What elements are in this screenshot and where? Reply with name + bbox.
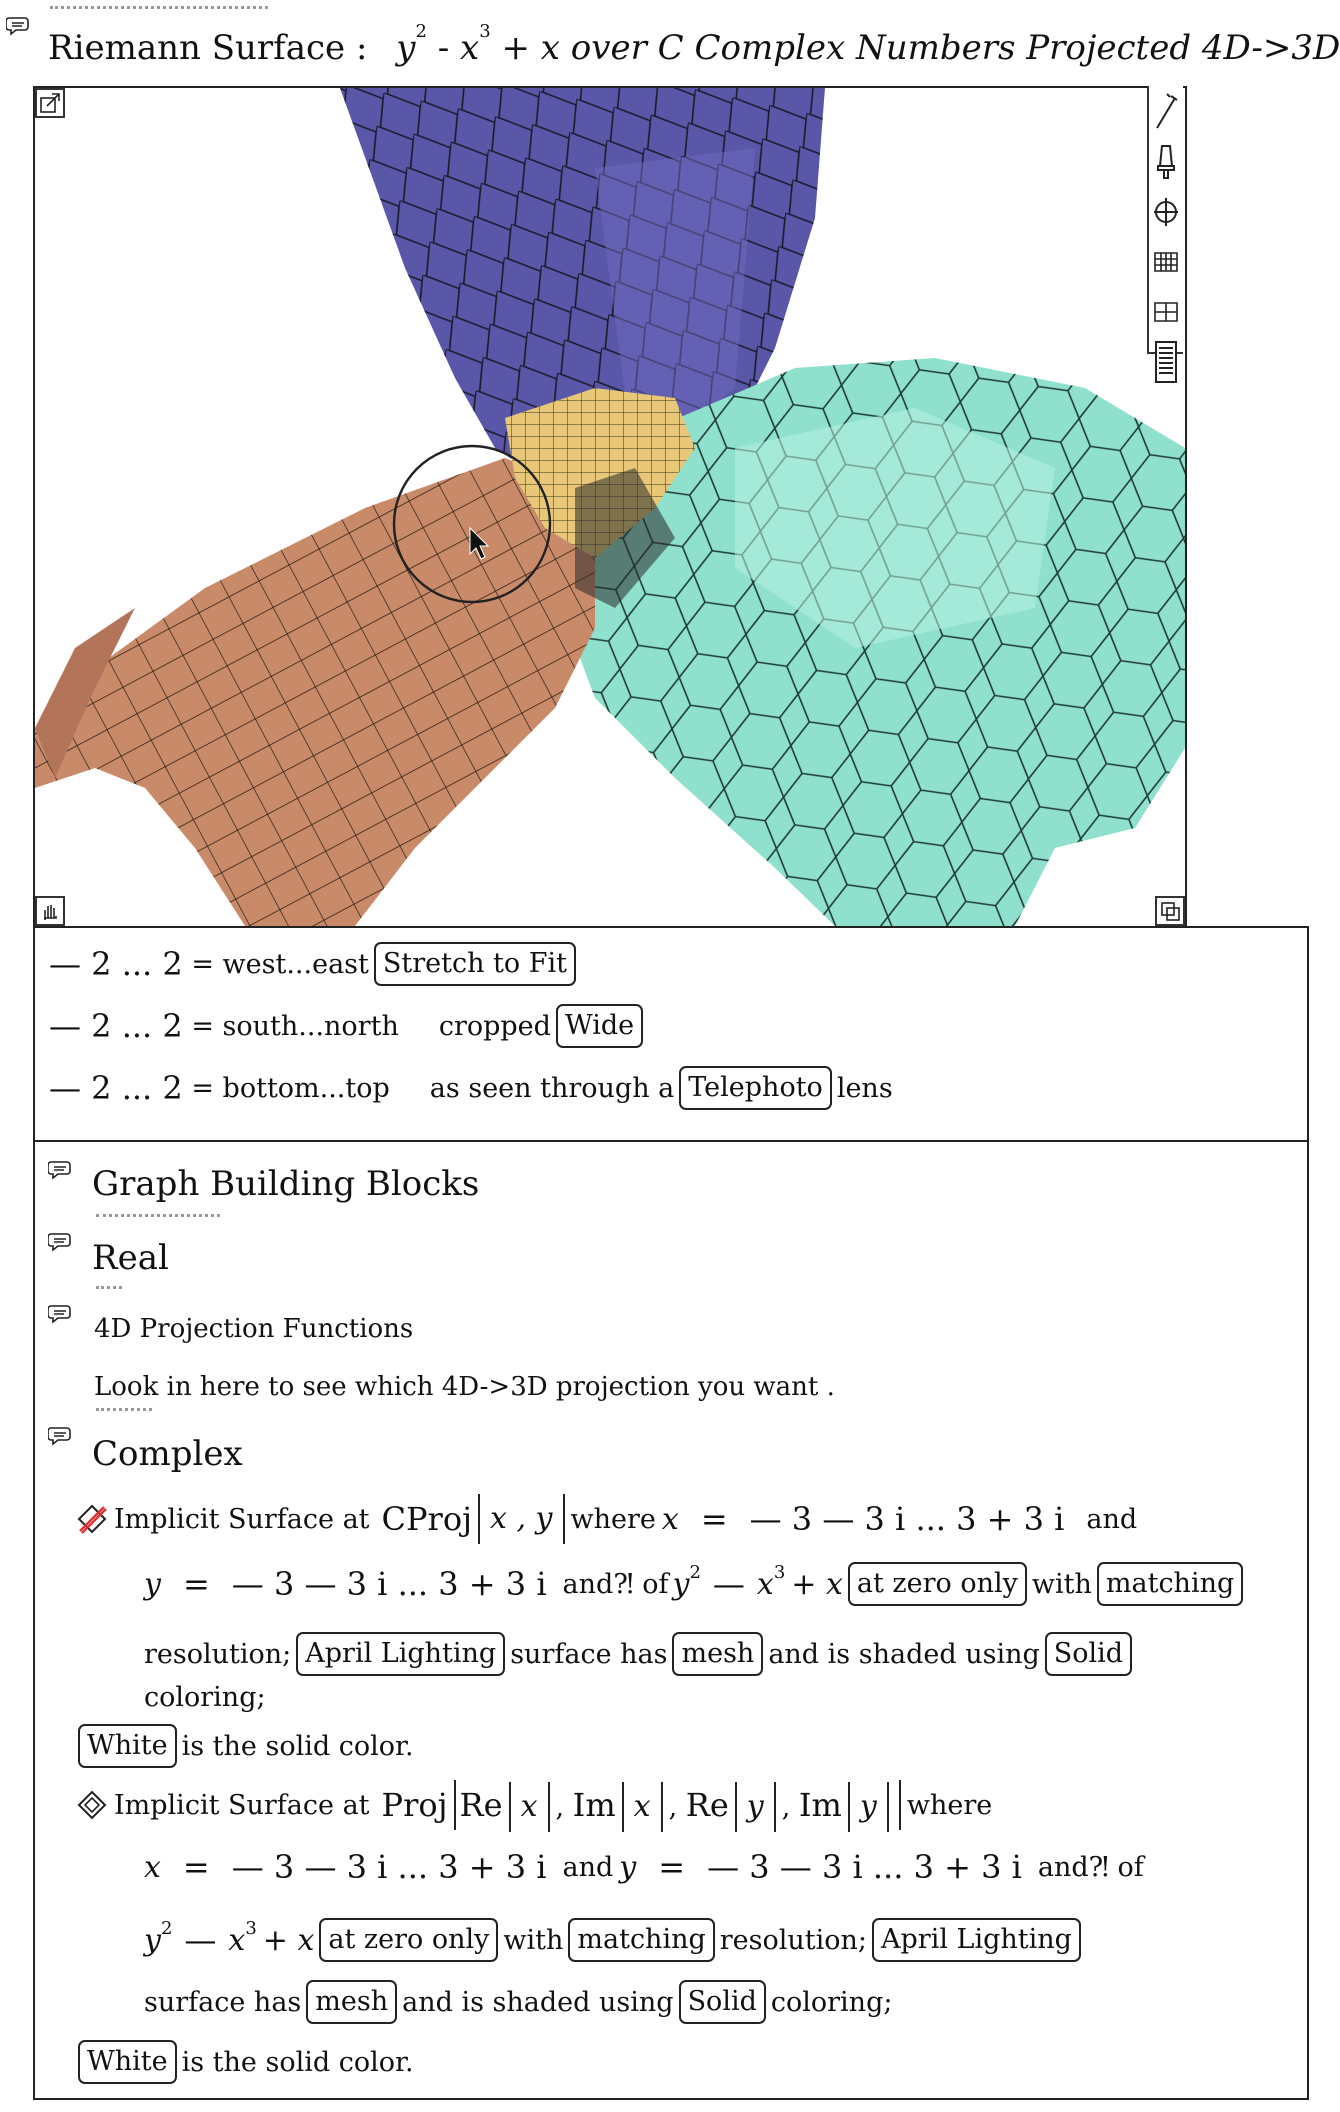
note-icon[interactable] [48,1230,72,1252]
surface1-line4: coloring; [144,1682,266,1713]
surface1-line3: resolution; April Lighting surface has mesh and is shaded using Solid [144,1632,1137,1676]
april-lighting-button[interactable]: April Lighting [296,1632,505,1676]
at-zero-only-button[interactable]: at zero only [319,1918,498,1962]
matching-button[interactable]: matching [1097,1562,1243,1606]
telephoto-button[interactable]: Telephoto [679,1066,832,1110]
range-row-bottom-top: — 2 ... 2 = bottom...top as seen through a Telephoto lens [49,1066,893,1110]
surface2-line4: surface has mesh and is shaded using Solid coloring; [144,1980,892,2024]
lamp-icon[interactable] [1151,138,1181,186]
heading-real: Real [92,1238,169,1278]
heading-4d-projection-functions: 4D Projection Functions [94,1314,414,1344]
heading-graph-building-blocks: Graph Building Blocks [92,1164,480,1204]
april-lighting-button[interactable]: April Lighting [872,1918,1081,1962]
mesh-button[interactable]: mesh [672,1632,763,1676]
surface2-line1: Implicit Surface at Proj Re x , Im x , Re y , Im y where [76,1780,992,1830]
surface1-line1: Implicit Surface at CProj x , y where x = — 3 — 3 i ... 3 + 3 i and [76,1494,1137,1544]
white-button[interactable]: White [78,1724,177,1768]
mesh-button[interactable]: mesh [306,1980,397,2024]
zoom-window-icon[interactable] [1155,896,1185,926]
wand-icon[interactable] [1151,88,1181,136]
section-marker [96,1282,122,1289]
wide-button[interactable]: Wide [556,1004,643,1048]
surface1-line5: White is the solid color. [78,1724,414,1768]
note-icon[interactable] [48,1424,72,1446]
note-icon[interactable] [48,1158,72,1180]
stretch-to-fit-button[interactable]: Stretch to Fit [374,942,576,986]
diamond-icon[interactable] [76,1789,108,1821]
section-marker [50,2,268,9]
at-zero-only-button[interactable]: at zero only [848,1562,1027,1606]
solid-button[interactable]: Solid [1045,1632,1132,1676]
graph-toolbar [1147,86,1183,354]
surface2-line3: y $^2$ — x $^3$ + x at zero only with matching resolution; April Lighting [144,1918,1086,1962]
range-row-west-east: — 2 ... 2 = west...east Stretch to Fit [49,942,581,986]
surface2-line2: x = — 3 — 3 i ... 3 + 3 i and y = — 3 — 3 i ... 3 + 3 i and⁈ of [144,1848,1144,1886]
document-icon[interactable] [1151,338,1181,386]
hand-icon[interactable] [35,896,65,926]
note-icon[interactable] [6,14,30,36]
crosshair-icon[interactable] [1151,188,1181,236]
range-panel [33,926,1309,1142]
range-row-south-north: — 2 ... 2 = south...north cropped Wide [49,1004,648,1048]
white-button[interactable]: White [78,2040,177,2084]
projection-note: Look in here to see which 4D->3D projection you want . [94,1372,835,1402]
surface-plot[interactable] [33,86,1187,928]
disabled-diamond-icon[interactable] [76,1503,108,1535]
grid-icon[interactable] [1151,238,1181,286]
heading-complex: Complex [92,1434,243,1474]
surface2-line5: White is the solid color. [78,2040,414,2084]
section-marker [96,1404,152,1411]
section-marker [96,1210,220,1217]
table-icon[interactable] [1151,288,1181,336]
note-icon[interactable] [48,1302,72,1324]
cproj-args: x , y [478,1494,564,1544]
surface1-line2: y = — 3 — 3 i ... 3 + 3 i and⁈ of y $^2$ — x $^3$ + x at zero only with matching [144,1562,1248,1606]
matching-button[interactable]: matching [568,1918,714,1962]
solid-button[interactable]: Solid [679,1980,766,2024]
riemann-surface-render[interactable] [35,88,1185,926]
page-title: Riemann Surface : $y^2 - x^3 + x$ over C Complex Numbers Projected 4D->3D [48,20,1340,68]
resize-icon[interactable] [35,88,65,118]
